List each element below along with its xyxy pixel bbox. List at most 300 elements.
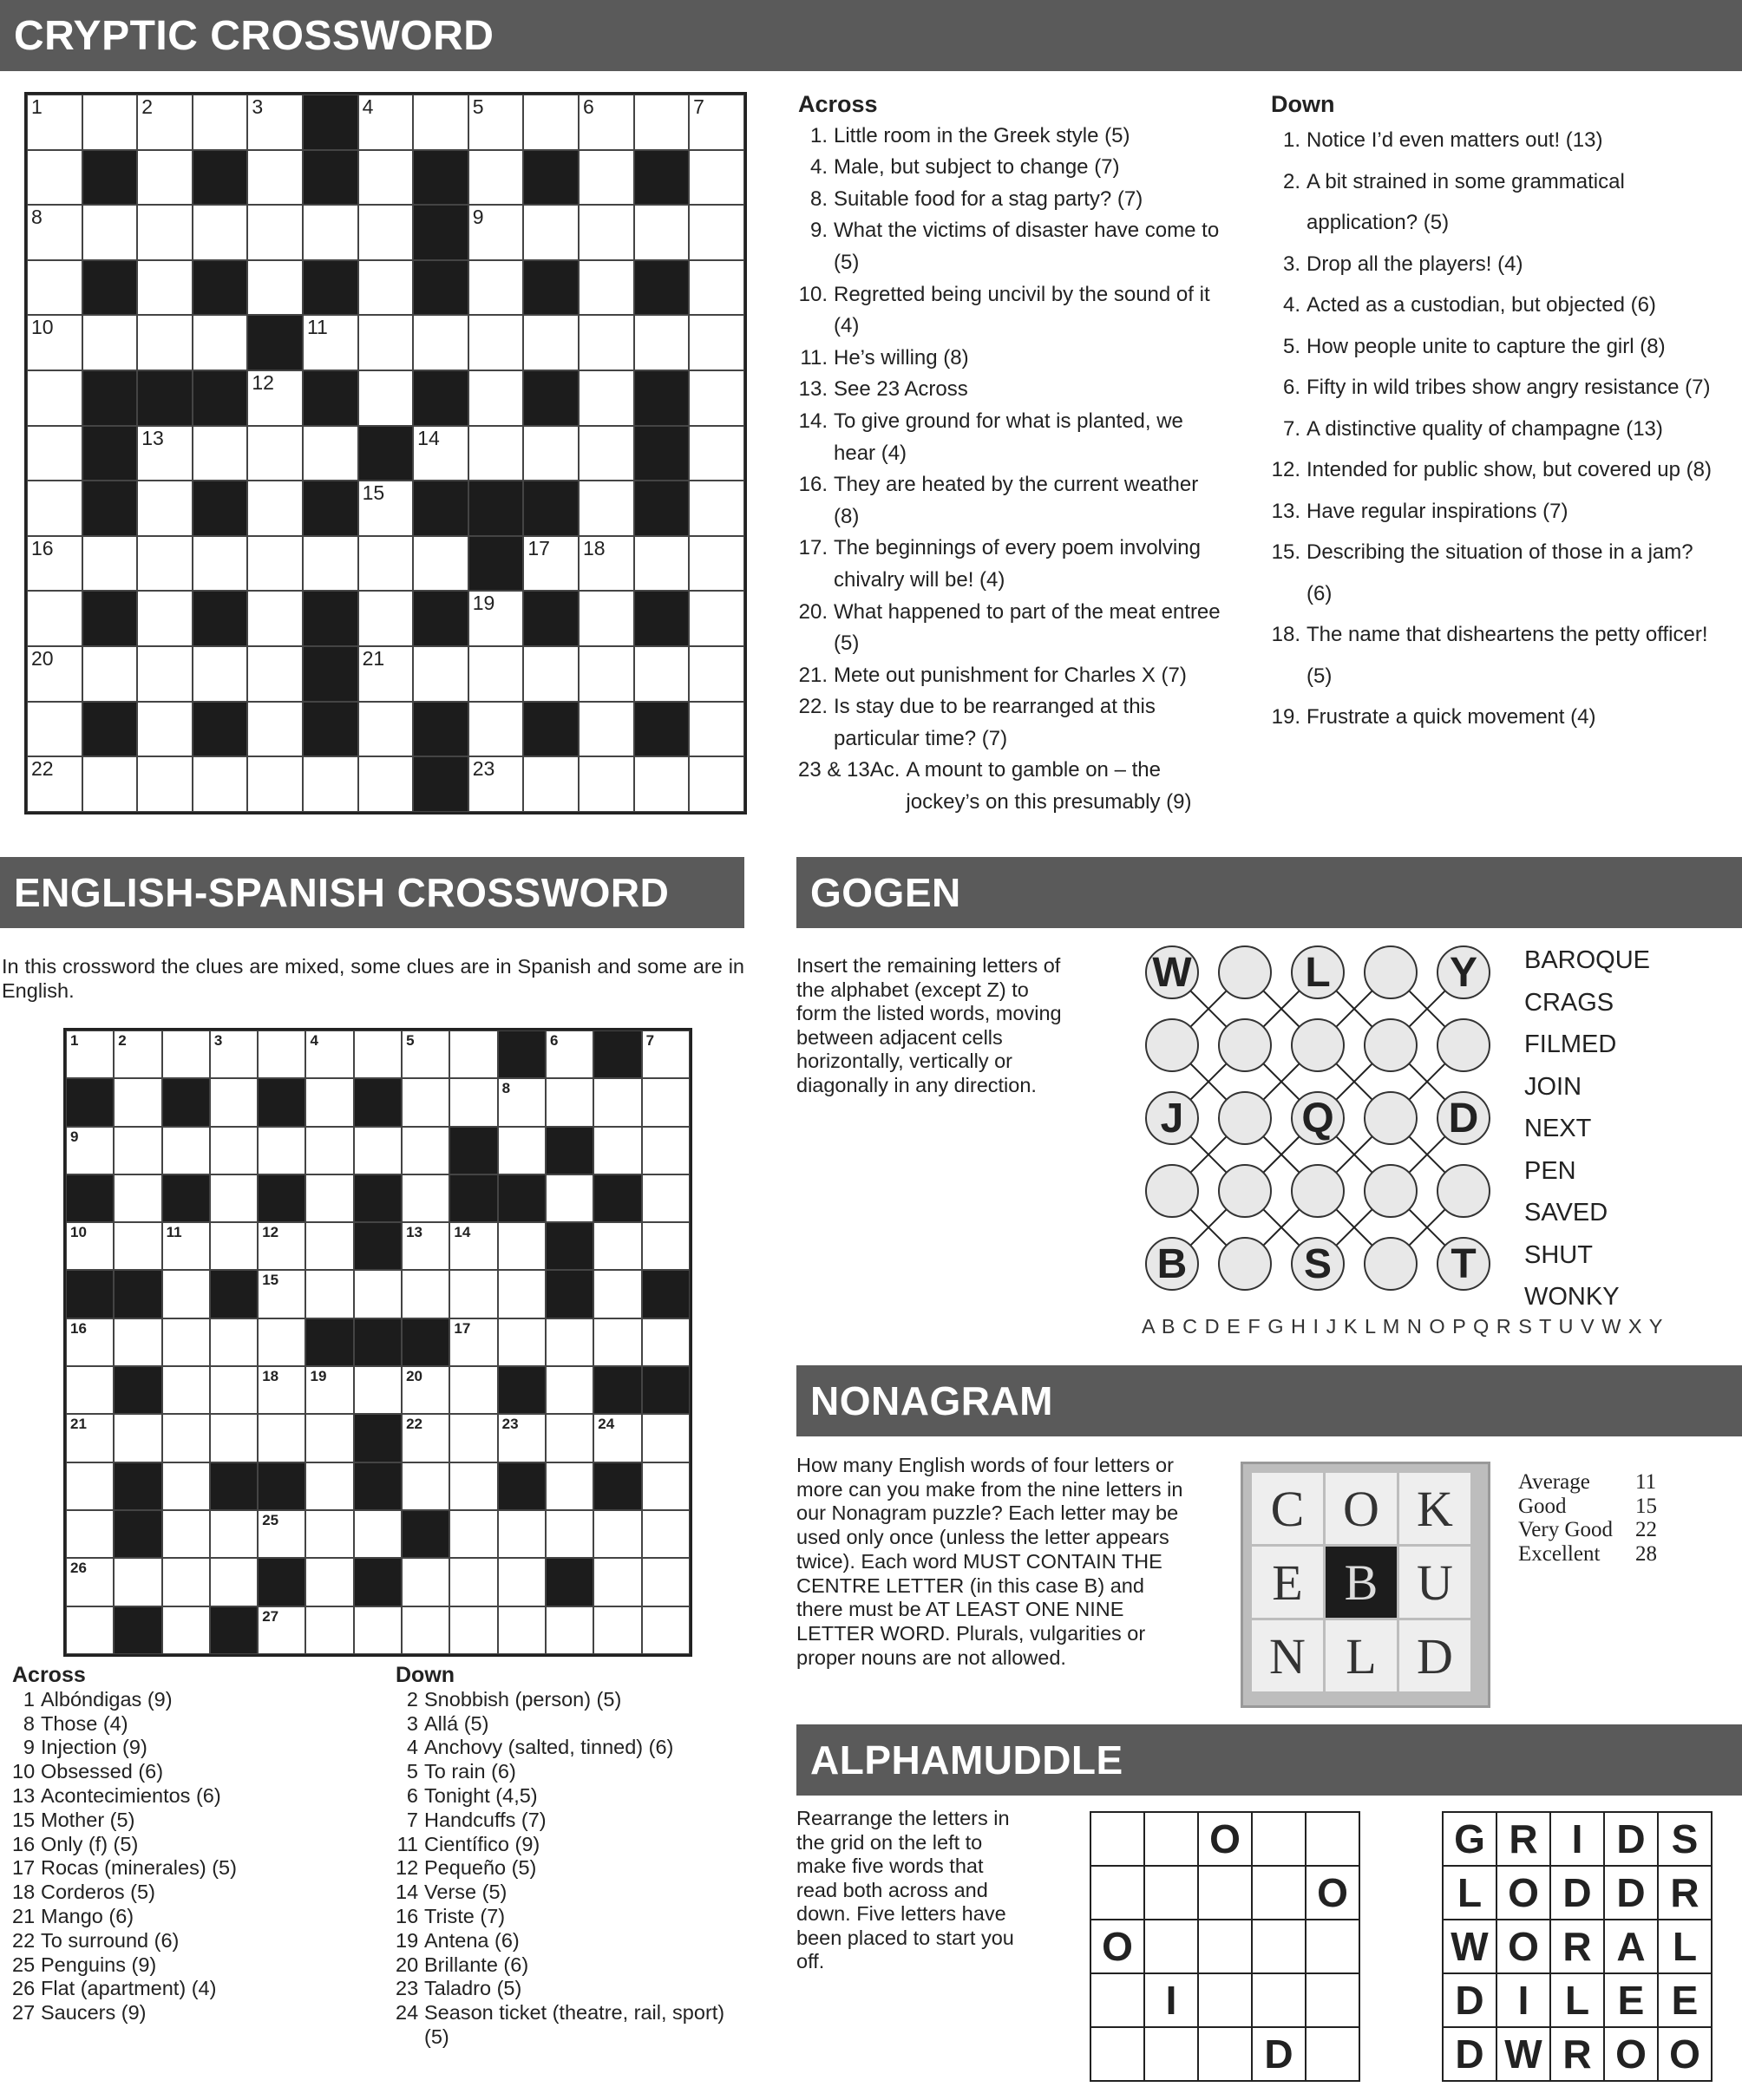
- grid-cell[interactable]: [193, 536, 248, 592]
- grid-cell[interactable]: [689, 536, 744, 592]
- grid-cell[interactable]: [193, 205, 248, 260]
- clue-item: [12, 1833, 385, 1857]
- grid-cell[interactable]: [82, 646, 138, 702]
- grid-cell[interactable]: [449, 1366, 497, 1414]
- grid-cell[interactable]: [402, 1606, 449, 1654]
- grid-cell[interactable]: [579, 756, 634, 812]
- grid-cell[interactable]: [354, 1030, 402, 1078]
- grid-cell[interactable]: [402, 1222, 449, 1270]
- grid-cell[interactable]: [358, 756, 414, 812]
- grid-cell[interactable]: [689, 205, 744, 260]
- grid-cell[interactable]: [642, 1318, 690, 1366]
- grid-cell[interactable]: [468, 370, 524, 426]
- grid-cell[interactable]: [468, 315, 524, 370]
- grid-cell[interactable]: [305, 1270, 353, 1318]
- grid-cell[interactable]: [546, 1318, 593, 1366]
- alphamuddle-answer-cell[interactable]: [1251, 1919, 1306, 1974]
- grid-cell[interactable]: [634, 536, 690, 592]
- grid-cell[interactable]: [402, 1270, 449, 1318]
- grid-cell[interactable]: [258, 1318, 305, 1366]
- grid-cell[interactable]: [27, 702, 82, 757]
- grid-cell[interactable]: [114, 1558, 161, 1606]
- grid-cell[interactable]: [210, 1510, 258, 1558]
- gogen-cell[interactable]: [1364, 1091, 1418, 1145]
- grid-cell[interactable]: [546, 1174, 593, 1222]
- grid-cell[interactable]: [579, 205, 634, 260]
- alphamuddle-answer-cell[interactable]: [1143, 1919, 1199, 1974]
- grid-cell[interactable]: [210, 1078, 258, 1126]
- grid-cell[interactable]: [66, 1462, 114, 1510]
- grid-cell[interactable]: [642, 1127, 690, 1174]
- grid-cell[interactable]: [162, 1558, 210, 1606]
- grid-cell[interactable]: [114, 1078, 161, 1126]
- grid-cell[interactable]: [66, 1510, 114, 1558]
- grid-cell[interactable]: [449, 1318, 497, 1366]
- grid-cell[interactable]: [413, 536, 468, 592]
- grid-cell[interactable]: [193, 426, 248, 481]
- grid-cell[interactable]: [27, 426, 82, 481]
- gogen-cell[interactable]: [1218, 945, 1272, 999]
- grid-cell[interactable]: [498, 1606, 546, 1654]
- alphamuddle-answer-cell[interactable]: [1251, 1811, 1306, 1867]
- alphamuddle-answer-cell[interactable]: [1090, 1811, 1145, 1867]
- grid-cell[interactable]: [523, 646, 579, 702]
- grid-cell[interactable]: [114, 1030, 161, 1078]
- grid-cell[interactable]: [358, 646, 414, 702]
- grid-cell[interactable]: [305, 1462, 353, 1510]
- grid-cell[interactable]: [247, 481, 303, 536]
- grid-cell[interactable]: [114, 1222, 161, 1270]
- grid-cell[interactable]: [579, 150, 634, 206]
- grid-cell[interactable]: [303, 426, 358, 481]
- grid-cell[interactable]: [593, 1558, 641, 1606]
- grid-cell[interactable]: [210, 1558, 258, 1606]
- grid-cell[interactable]: [523, 95, 579, 150]
- alphamuddle-answer-cell[interactable]: [1197, 1919, 1253, 1974]
- grid-cell[interactable]: [114, 1174, 161, 1222]
- grid-cell[interactable]: [82, 95, 138, 150]
- grid-cell[interactable]: [66, 1558, 114, 1606]
- grid-cell[interactable]: [642, 1222, 690, 1270]
- alphamuddle-answer-cell[interactable]: [1305, 2026, 1360, 2082]
- grid-cell[interactable]: [413, 95, 468, 150]
- grid-cell[interactable]: [247, 260, 303, 316]
- grid-cell[interactable]: [303, 315, 358, 370]
- grid-cell[interactable]: [82, 205, 138, 260]
- alphamuddle-answer-cell[interactable]: [1197, 2026, 1253, 2082]
- grid-cell[interactable]: [258, 1606, 305, 1654]
- grid-cell[interactable]: [162, 1366, 210, 1414]
- grid-cell[interactable]: [579, 95, 634, 150]
- grid-cell[interactable]: [66, 1606, 114, 1654]
- grid-cell[interactable]: [579, 536, 634, 592]
- grid-cell[interactable]: [354, 1127, 402, 1174]
- grid-cell[interactable]: [137, 591, 193, 646]
- grid-cell[interactable]: [305, 1078, 353, 1126]
- grid-cell[interactable]: [402, 1174, 449, 1222]
- grid-cell[interactable]: [358, 702, 414, 757]
- grid-cell[interactable]: [468, 260, 524, 316]
- grid-cell[interactable]: [27, 756, 82, 812]
- grid-cell[interactable]: [523, 205, 579, 260]
- grid-cell[interactable]: [303, 205, 358, 260]
- grid-cell[interactable]: [498, 1127, 546, 1174]
- alphamuddle-answer-cell[interactable]: [1305, 1811, 1360, 1867]
- alphamuddle-answer-cell[interactable]: [1251, 1865, 1306, 1920]
- grid-cell[interactable]: [66, 1414, 114, 1462]
- gogen-cell[interactable]: J: [1145, 1091, 1199, 1145]
- grid-cell[interactable]: [449, 1414, 497, 1462]
- grid-cell[interactable]: [546, 1366, 593, 1414]
- grid-cell[interactable]: [634, 756, 690, 812]
- grid-cell[interactable]: [305, 1222, 353, 1270]
- gogen-cell[interactable]: B: [1145, 1237, 1199, 1291]
- grid-cell[interactable]: [162, 1318, 210, 1366]
- grid-cell[interactable]: [358, 95, 414, 150]
- grid-cell[interactable]: [523, 536, 579, 592]
- grid-cell[interactable]: [593, 1222, 641, 1270]
- gogen-cell[interactable]: [1291, 1018, 1345, 1072]
- grid-cell[interactable]: [546, 1030, 593, 1078]
- grid-cell[interactable]: [137, 756, 193, 812]
- grid-cell[interactable]: [27, 536, 82, 592]
- grid-cell[interactable]: [642, 1078, 690, 1126]
- grid-cell[interactable]: [579, 591, 634, 646]
- grid-cell[interactable]: [642, 1414, 690, 1462]
- gogen-cell[interactable]: Y: [1437, 945, 1490, 999]
- grid-cell[interactable]: [593, 1510, 641, 1558]
- alphamuddle-answer-cell[interactable]: [1143, 1811, 1199, 1867]
- grid-cell[interactable]: [210, 1174, 258, 1222]
- grid-cell[interactable]: [402, 1366, 449, 1414]
- grid-cell[interactable]: [358, 536, 414, 592]
- grid-cell[interactable]: [162, 1462, 210, 1510]
- grid-cell[interactable]: [402, 1030, 449, 1078]
- grid-cell[interactable]: [642, 1462, 690, 1510]
- grid-cell[interactable]: [449, 1270, 497, 1318]
- alphamuddle-answer-cell[interactable]: [1305, 1972, 1360, 2028]
- grid-cell[interactable]: [468, 205, 524, 260]
- grid-cell[interactable]: [305, 1030, 353, 1078]
- grid-cell[interactable]: [305, 1414, 353, 1462]
- grid-cell[interactable]: [498, 1270, 546, 1318]
- gogen-cell[interactable]: [1218, 1164, 1272, 1218]
- grid-cell[interactable]: [689, 370, 744, 426]
- grid-cell[interactable]: [137, 426, 193, 481]
- grid-cell[interactable]: [193, 646, 248, 702]
- grid-cell[interactable]: [247, 95, 303, 150]
- grid-cell[interactable]: [354, 1606, 402, 1654]
- grid-cell[interactable]: [258, 1366, 305, 1414]
- grid-cell[interactable]: [642, 1174, 690, 1222]
- grid-cell[interactable]: [468, 95, 524, 150]
- gogen-cell[interactable]: [1364, 1237, 1418, 1291]
- grid-cell[interactable]: [247, 646, 303, 702]
- grid-cell[interactable]: [593, 1078, 641, 1126]
- grid-cell[interactable]: [305, 1510, 353, 1558]
- grid-cell[interactable]: [546, 1606, 593, 1654]
- grid-cell[interactable]: [449, 1510, 497, 1558]
- grid-cell[interactable]: [137, 150, 193, 206]
- grid-cell[interactable]: [468, 150, 524, 206]
- grid-cell[interactable]: [210, 1414, 258, 1462]
- alphamuddle-answer-cell[interactable]: O: [1305, 1865, 1360, 1920]
- gogen-cell[interactable]: [1218, 1091, 1272, 1145]
- grid-cell[interactable]: [305, 1606, 353, 1654]
- grid-cell[interactable]: [258, 1414, 305, 1462]
- grid-cell[interactable]: [305, 1558, 353, 1606]
- grid-cell[interactable]: [498, 1414, 546, 1462]
- grid-cell[interactable]: [27, 260, 82, 316]
- grid-cell[interactable]: [66, 1366, 114, 1414]
- grid-cell[interactable]: [634, 95, 690, 150]
- grid-cell[interactable]: [579, 315, 634, 370]
- alphamuddle-answer-cell[interactable]: I: [1143, 1972, 1199, 2028]
- grid-cell[interactable]: [449, 1606, 497, 1654]
- gogen-cell[interactable]: S: [1291, 1237, 1345, 1291]
- grid-cell[interactable]: [468, 646, 524, 702]
- grid-cell[interactable]: [523, 426, 579, 481]
- grid-cell[interactable]: [449, 1030, 497, 1078]
- grid-cell[interactable]: [247, 150, 303, 206]
- gogen-cell[interactable]: W: [1145, 945, 1199, 999]
- grid-cell[interactable]: [468, 426, 524, 481]
- grid-cell[interactable]: [258, 1222, 305, 1270]
- grid-cell[interactable]: [593, 1318, 641, 1366]
- grid-cell[interactable]: [137, 646, 193, 702]
- gogen-cell[interactable]: [1364, 1164, 1418, 1218]
- grid-cell[interactable]: [413, 646, 468, 702]
- grid-cell[interactable]: [82, 315, 138, 370]
- grid-cell[interactable]: [258, 1270, 305, 1318]
- grid-cell[interactable]: [258, 1510, 305, 1558]
- grid-cell[interactable]: [498, 1510, 546, 1558]
- grid-cell[interactable]: [303, 756, 358, 812]
- grid-cell[interactable]: [642, 1606, 690, 1654]
- grid-cell[interactable]: [579, 260, 634, 316]
- grid-cell[interactable]: [162, 1030, 210, 1078]
- grid-cell[interactable]: [402, 1078, 449, 1126]
- grid-cell[interactable]: [468, 702, 524, 757]
- grid-cell[interactable]: [579, 370, 634, 426]
- grid-cell[interactable]: [402, 1462, 449, 1510]
- alphamuddle-answer-cell[interactable]: D: [1251, 2026, 1306, 2082]
- grid-cell[interactable]: [579, 426, 634, 481]
- grid-cell[interactable]: [114, 1414, 161, 1462]
- grid-cell[interactable]: [358, 205, 414, 260]
- grid-cell[interactable]: [468, 591, 524, 646]
- grid-cell[interactable]: [579, 702, 634, 757]
- grid-cell[interactable]: [27, 591, 82, 646]
- grid-cell[interactable]: [247, 702, 303, 757]
- gogen-cell[interactable]: D: [1437, 1091, 1490, 1145]
- grid-cell[interactable]: [137, 205, 193, 260]
- gogen-cell[interactable]: [1364, 1018, 1418, 1072]
- grid-cell[interactable]: [162, 1414, 210, 1462]
- grid-cell[interactable]: [689, 591, 744, 646]
- grid-cell[interactable]: [137, 536, 193, 592]
- grid-cell[interactable]: [210, 1127, 258, 1174]
- grid-cell[interactable]: [27, 481, 82, 536]
- grid-cell[interactable]: [210, 1222, 258, 1270]
- grid-cell[interactable]: [689, 315, 744, 370]
- grid-cell[interactable]: [247, 591, 303, 646]
- gogen-cell[interactable]: [1437, 1164, 1490, 1218]
- gogen-cell[interactable]: [1218, 1237, 1272, 1291]
- grid-cell[interactable]: [689, 260, 744, 316]
- grid-cell[interactable]: [305, 1174, 353, 1222]
- alphamuddle-answer-cell[interactable]: O: [1090, 1919, 1145, 1974]
- grid-cell[interactable]: [210, 1030, 258, 1078]
- grid-cell[interactable]: [247, 426, 303, 481]
- grid-cell[interactable]: [689, 95, 744, 150]
- grid-cell[interactable]: [689, 150, 744, 206]
- gogen-cell[interactable]: L: [1291, 945, 1345, 999]
- grid-cell[interactable]: [210, 1366, 258, 1414]
- grid-cell[interactable]: [137, 95, 193, 150]
- grid-cell[interactable]: [642, 1030, 690, 1078]
- alphamuddle-answer-cell[interactable]: O: [1197, 1811, 1253, 1867]
- grid-cell[interactable]: [449, 1558, 497, 1606]
- grid-cell[interactable]: [303, 536, 358, 592]
- grid-cell[interactable]: [27, 150, 82, 206]
- grid-cell[interactable]: [354, 1510, 402, 1558]
- clue-text: Científico (9): [424, 1832, 540, 1855]
- grid-cell[interactable]: [402, 1414, 449, 1462]
- alphamuddle-answer-cell[interactable]: [1197, 1972, 1253, 2028]
- gogen-cell[interactable]: [1291, 1164, 1345, 1218]
- grid-cell[interactable]: [305, 1127, 353, 1174]
- grid-cell[interactable]: [114, 1127, 161, 1174]
- gogen-cell[interactable]: T: [1437, 1237, 1490, 1291]
- grid-cell[interactable]: [193, 315, 248, 370]
- grid-cell[interactable]: [358, 150, 414, 206]
- alphamuddle-answer-cell[interactable]: [1090, 1972, 1145, 2028]
- gogen-cell[interactable]: [1145, 1018, 1199, 1072]
- grid-cell[interactable]: [137, 260, 193, 316]
- grid-cell[interactable]: [137, 315, 193, 370]
- grid-cell[interactable]: [162, 1222, 210, 1270]
- grid-cell[interactable]: [137, 702, 193, 757]
- grid-cell[interactable]: [634, 646, 690, 702]
- grid-cell[interactable]: [66, 1030, 114, 1078]
- grid-cell[interactable]: [546, 1462, 593, 1510]
- grid-cell[interactable]: [137, 481, 193, 536]
- grid-cell[interactable]: [193, 756, 248, 812]
- grid-cell[interactable]: [114, 1318, 161, 1366]
- grid-cell[interactable]: [468, 756, 524, 812]
- grid-cell[interactable]: [689, 481, 744, 536]
- grid-cell[interactable]: [449, 1222, 497, 1270]
- grid-cell[interactable]: [634, 205, 690, 260]
- grid-cell[interactable]: [162, 1270, 210, 1318]
- grid-cell[interactable]: [689, 702, 744, 757]
- gogen-cell[interactable]: [1437, 1018, 1490, 1072]
- alphamuddle-answer-cell[interactable]: [1143, 2026, 1199, 2082]
- grid-cell[interactable]: [642, 1510, 690, 1558]
- grid-cell[interactable]: [593, 1127, 641, 1174]
- grid-cell[interactable]: [498, 1318, 546, 1366]
- grid-cell[interactable]: [358, 591, 414, 646]
- grid-cell[interactable]: [305, 1366, 353, 1414]
- grid-cell[interactable]: [354, 1366, 402, 1414]
- grid-cell[interactable]: [358, 315, 414, 370]
- alphamuddle-answer-cell[interactable]: [1090, 1865, 1145, 1920]
- grid-cell[interactable]: [258, 1127, 305, 1174]
- gogen-cell[interactable]: [1145, 1164, 1199, 1218]
- grid-cell[interactable]: [634, 315, 690, 370]
- grid-cell[interactable]: [193, 95, 248, 150]
- grid-cell[interactable]: [358, 481, 414, 536]
- alphamuddle-answer-cell[interactable]: [1143, 1865, 1199, 1920]
- grid-cell[interactable]: [27, 315, 82, 370]
- alphamuddle-answer-cell[interactable]: [1251, 1972, 1306, 2028]
- gogen-cell[interactable]: Q: [1291, 1091, 1345, 1145]
- grid-cell[interactable]: [593, 1606, 641, 1654]
- grid-cell[interactable]: [66, 1127, 114, 1174]
- alphamuddle-answer-cell[interactable]: [1305, 1919, 1360, 1974]
- grid-cell[interactable]: [642, 1558, 690, 1606]
- grid-cell[interactable]: [162, 1606, 210, 1654]
- gogen-cell[interactable]: [1364, 945, 1418, 999]
- grid-cell[interactable]: [593, 1270, 641, 1318]
- grid-cell[interactable]: [523, 315, 579, 370]
- grid-cell[interactable]: [162, 1127, 210, 1174]
- alphamuddle-answer-cell[interactable]: [1197, 1865, 1253, 1920]
- grid-cell[interactable]: [27, 370, 82, 426]
- grid-cell[interactable]: [402, 1127, 449, 1174]
- grid-cell[interactable]: [247, 756, 303, 812]
- gogen-cell[interactable]: [1218, 1018, 1272, 1072]
- grid-cell[interactable]: [27, 95, 82, 150]
- grid-cell[interactable]: [162, 1510, 210, 1558]
- grid-cell[interactable]: [498, 1222, 546, 1270]
- grid-cell[interactable]: [689, 426, 744, 481]
- grid-cell[interactable]: [247, 205, 303, 260]
- grid-cell[interactable]: [546, 1510, 593, 1558]
- grid-cell[interactable]: [66, 1318, 114, 1366]
- grid-cell[interactable]: [579, 646, 634, 702]
- grid-cell[interactable]: [498, 1078, 546, 1126]
- grid-cell[interactable]: [413, 426, 468, 481]
- grid-cell[interactable]: [247, 536, 303, 592]
- grid-cell[interactable]: [498, 1558, 546, 1606]
- grid-cell[interactable]: [593, 1414, 641, 1462]
- grid-cell[interactable]: [449, 1462, 497, 1510]
- grid-cell[interactable]: [449, 1078, 497, 1126]
- grid-cell[interactable]: [402, 1558, 449, 1606]
- grid-cell[interactable]: [413, 315, 468, 370]
- grid-cell[interactable]: [579, 481, 634, 536]
- grid-cell[interactable]: [354, 1270, 402, 1318]
- grid-cell[interactable]: [247, 370, 303, 426]
- grid-cell[interactable]: [210, 1318, 258, 1366]
- grid-cell[interactable]: [27, 646, 82, 702]
- grid-cell[interactable]: [358, 260, 414, 316]
- grid-cell[interactable]: [358, 370, 414, 426]
- grid-cell[interactable]: [546, 1078, 593, 1126]
- grid-cell[interactable]: [689, 646, 744, 702]
- grid-cell[interactable]: [82, 756, 138, 812]
- grid-cell[interactable]: [546, 1414, 593, 1462]
- grid-cell[interactable]: [689, 756, 744, 812]
- grid-cell[interactable]: [523, 756, 579, 812]
- grid-cell[interactable]: [27, 205, 82, 260]
- alphamuddle-answer-cell[interactable]: [1090, 2026, 1145, 2082]
- grid-cell[interactable]: [82, 536, 138, 592]
- grid-cell[interactable]: [258, 1030, 305, 1078]
- grid-cell[interactable]: [66, 1222, 114, 1270]
